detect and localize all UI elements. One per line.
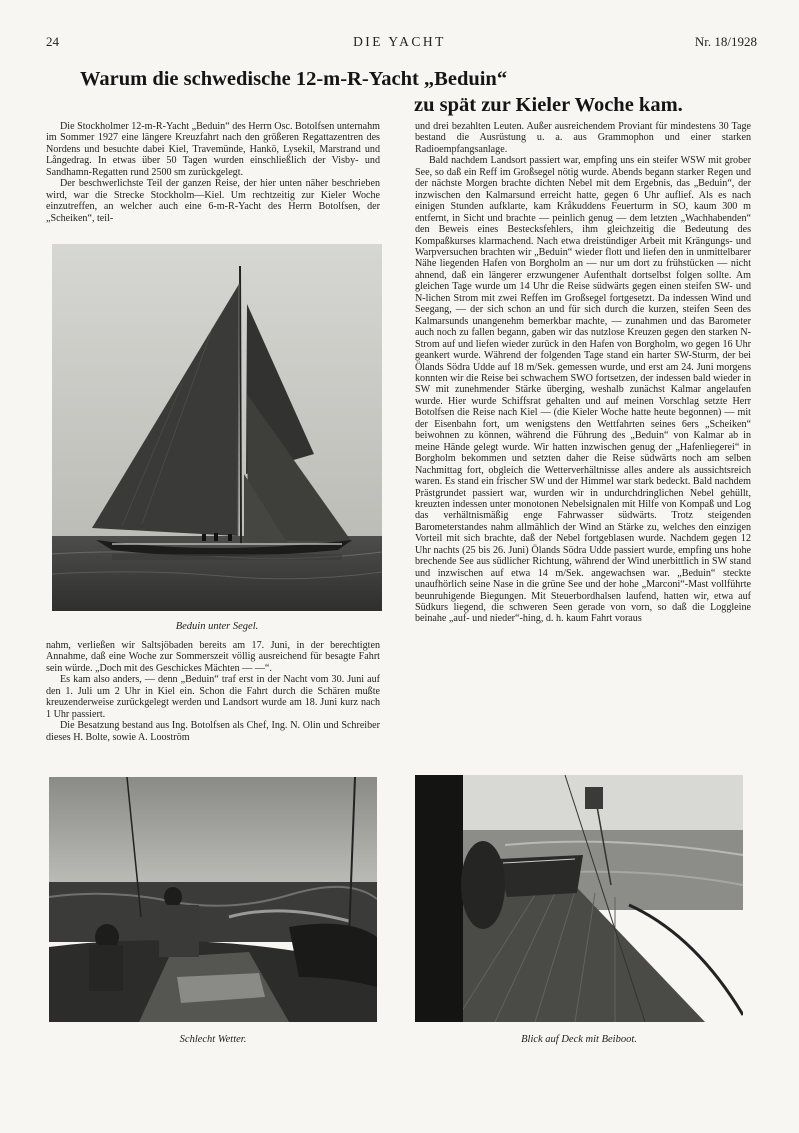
yacht-photo-caption: Beduin unter Segel. — [175, 621, 259, 632]
bad-weather-caption: Schlecht Wetter. — [179, 1034, 247, 1045]
paragraph: und drei bezahlten Leuten. Außer ausreichendem Proviant für mindestens 30 Tage bestand die Ausrüstung u. a. aus Grammophon und einer starken Radioempfangsanlage. — [415, 121, 751, 155]
magazine-name: DIE YACHT — [353, 34, 446, 49]
right-column-text — [415, 121, 751, 768]
article-title-line-1: Warum die schwedische 12-m-R-Yacht „Beduin“ — [80, 68, 508, 90]
bad-weather-image — [49, 777, 377, 1022]
deck-photo-caption: Blick auf Deck mit Beiboot. — [521, 1034, 637, 1045]
page-number: 24 — [46, 34, 59, 49]
left-column-bottom-text — [46, 640, 380, 768]
paragraph: Die Besatzung bestand aus Ing. Botolfsen als Chef, Ing. N. Olin und Schreiber dieses H. Bolte, sowie A. Looström — [46, 720, 380, 743]
article-title-line-2: zu spät zur Kieler Woche kam. — [414, 94, 683, 116]
deck-photo — [415, 775, 743, 1022]
issue-number: Nr. 18/1928 — [694, 34, 757, 49]
deck-with-dinghy-image — [415, 775, 743, 1022]
left-column-top-text — [46, 121, 380, 239]
bad-weather-photo — [49, 777, 377, 1022]
paragraph: Der beschwerlichste Teil der ganzen Reise, der hier unten näher beschrieben wird, war die Strecke Stockholm—Kiel. Um rechtzeitig zur Kieler Woche einzutreffen, an welcher auch eine 6-m-R-Yacht des Herrn Botolfsen, der „Scheiken“, teil- — [46, 178, 380, 224]
paragraph: Die Stockholmer 12-m-R-Yacht „Beduin“ des Herrn Osc. Botolfsen unternahm im Sommer 1927 eine längere Kreuzfahrt nach den größeren Regattazentren des Nordens und besuchte dabei Kiel, Travemünde, Hankö, Lysekil, Marstrand und Långedrag. In etwas über 50 Tagen wurden einschließlich der Visby- und Sandhamn-Regatten rund 2500 sm zurückgelegt. — [46, 121, 380, 178]
yacht-under-sail-image — [52, 244, 382, 611]
paragraph: Bald nachdem Landsort passiert war, empfing uns ein steifer WSW mit grober See, so daß ein Reff im Großsegel nötig wurde. Abends begann starker Regen und der nächste Morgen brachte dichten Nebel mit dem Ergebnis, das „Beduin“, der inzwischen den Kalmarsund erreicht hatte, gegen 6 Uhr auflief. Als es nach einigen Stunden aufklarte, kam Kråkuddens Feuerturm in SO, kaum 300 m entfernt, in Sicht und brachte — peinlich genug — dem letzten „Wachhabenden“ den Beweis eines Bestecksfehlers, ihm gleichzeitig die Bedeutung des Kompaßkurses klarmachend. Nach etwa dreistündiger Arbeit mit Krängungs- und Warpversuchen brachten wir „Beduin“ wieder flott und liefen den in unmittelbarer Nähe liegenden Hafen von Borgholm an — nur um dort zu frühstücken — nicht ahnend, daß ein längerer erzwungener Aufenthalt dortselbst folgen sollte. Am gleichen Tage wurde um 14 Uhr die Reise südwärts gegen einen steifen SW- und N-lichen Strom mit zwei Reffen im Großsegel fortgesetzt. Da indessen Wind und Seegang, — der sich schon an und für sich durch die kurzen, steifen Seen des Kalmarsunds unangenehm bemerkbar machte, — zunahmen und das Barometer auch noch zu fallen begann, gaben wir das nutzlose Kreuzen gegen den starken N-Strom auf und liefen wieder zurück in den Hafen von Borgholm, wo gegen 16 Uhr geankert wurde. Während der folgenden Tage stand ein harter SW-Sturm, der bei Ölands Södra Udde auf 18 m/Sek. gemessen wurde, und erst am 24. Juni morgens konnten wir die Reise bei schwachem SWO fortsetzen, der indessen bald wieder in SW mit zunehmender Stärke überging, weshalb zunächst Kalmar angelaufen wurde. Hier wurde Schiffsrat gehalten und auf meinen Vorschlag setzte Herr Botolfsen die Reise nach Kiel — (die Kieler Woche hatte heute begonnen) — mit der Eisenbahn fort, um wenigstens den Wettfahrten seines 6ers „Scheiken“ beiwohnen zu können, während die Führung des „Beduin“ von Kalmar ab in meine Hände gelegt wurde. Wir hatten inzwischen genug der „Hafenliegerei“ in Borgholm bekommen und setzten daher die Reise südwärts noch am selben Nachmittag fort, obgleich die Wetterverhältnisse alles andere als aussichtsreich waren. Es stand ein frischer SW und der Himmel war stark bedeckt. Bald nachdem Prästgrundet passiert war, wurden wir in undurchdringlichen Nebel gehüllt, kreuzten indessen unter monotonen Nebelsignalen mit Hilfe von Kompaß und Log das verhältnismäßig enge Fahrwasser südwärts. Trotz steigenden Barometerstandes nahm allmählich der Wind an Stärke zu, welches den einzigen Vorteil mit sich brachte, daß der Nebel fortgeblasen wurde. Nachdem gegen 12 Uhr nachts (25 bis 26. Juni) Ölands Södra Udde passiert wurde, empfing uns hohe brechende See aus südlicher Richtung, während der Wind unerbittlich in SW stand und inzwischen auf etwa 14 m/Sek. angewachsen war. „Beduin“ steckte unaufhörlich seine Nase in die grüne See und der hohe „Marconi“-Mast vollführte beunruhigende Biegungen. Mit Steuerbordhalsen laufend, hatten wir, etwa auf Südkurs liegend, die schweren Seen gerade von vorn, so daß die Loggleine beinahe „auf- und nieder“-hing, d. h. kaum Fahrt voraus — [415, 155, 751, 625]
paragraph: nahm, verließen wir Saltsjöbaden bereits am 17. Juni, in der berechtigten Annahme, daß eine Woche zur Sommerszeit völlig ausreichend für besagte Fahrt sein würde. „Doch mit des Geschickes Mächten — —“. — [46, 640, 380, 674]
yacht-photo — [52, 244, 382, 611]
paragraph: Es kam also anders, — denn „Beduin“ traf erst in der Nacht vom 30. Juni auf den 1. Juli um 2 Uhr in Kiel ein. Schon die Fahrt durch die Schären mußte kreuzenderweise zurückgelegt werden und Landsort wurde am 18. Juni kurz nach 1 Uhr passiert. — [46, 674, 380, 720]
